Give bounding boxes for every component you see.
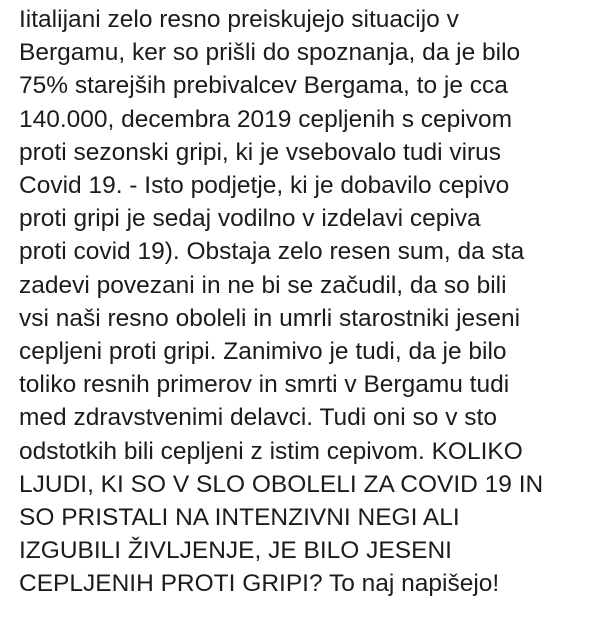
- post-text-line: SO PRISTALI NA INTENZIVNI NEGI ALI: [19, 504, 460, 532]
- post-text-line: proti gripi je sedaj vodilno v izdelavi cepiva: [19, 205, 481, 233]
- post-text-line: IZGUBILI ŽIVLJENJE, JE BILO JESENI: [19, 537, 452, 565]
- post-text-line: Bergamu, ker so prišli do spoznanja, da je bilo: [19, 39, 521, 67]
- post-text-line: LJUDI, KI SO V SLO OBOLELI ZA COVID 19 IN: [19, 470, 544, 498]
- post-text-line: 75% starejših prebivalcev Bergama, to je cca: [19, 72, 508, 100]
- post-text-line: odstotkih bili cepljeni z istim cepivom. KOLIKO: [19, 437, 523, 465]
- post-text-line: proti sezonski gripi, ki je vsebovalo tudi virus: [19, 138, 502, 166]
- post-text-line: toliko resnih primerov in smrti v Bergamu tudi: [19, 371, 510, 399]
- post-text-line: zadevi povezani in ne bi se začudil, da so bili: [19, 271, 507, 299]
- post-text: [19, 3, 594, 601]
- post-text-line: Iitalijani zelo resno preiskujejo situacijo v: [19, 6, 459, 33]
- post-text-line: cepljeni proti gripi. Zanimivo je tudi, da je bilo: [19, 338, 507, 366]
- post-text-line: med zdravstvenimi delavci. Tudi oni so v sto: [19, 404, 497, 432]
- post-text-line: 140.000, decembra 2019 cepljenih s cepivom: [19, 105, 513, 133]
- post-text-line: Covid 19. - Isto podjetje, ki je dobavilo cepivo: [19, 172, 510, 200]
- post-text-line: CEPLJENIH PROTI GRIPI? To naj napišejo!: [19, 570, 500, 598]
- post-text-line: vsi naši resno oboleli in umrli starostniki jeseni: [19, 304, 521, 332]
- post-text-line: proti covid 19). Obstaja zelo resen sum, da sta: [19, 238, 525, 266]
